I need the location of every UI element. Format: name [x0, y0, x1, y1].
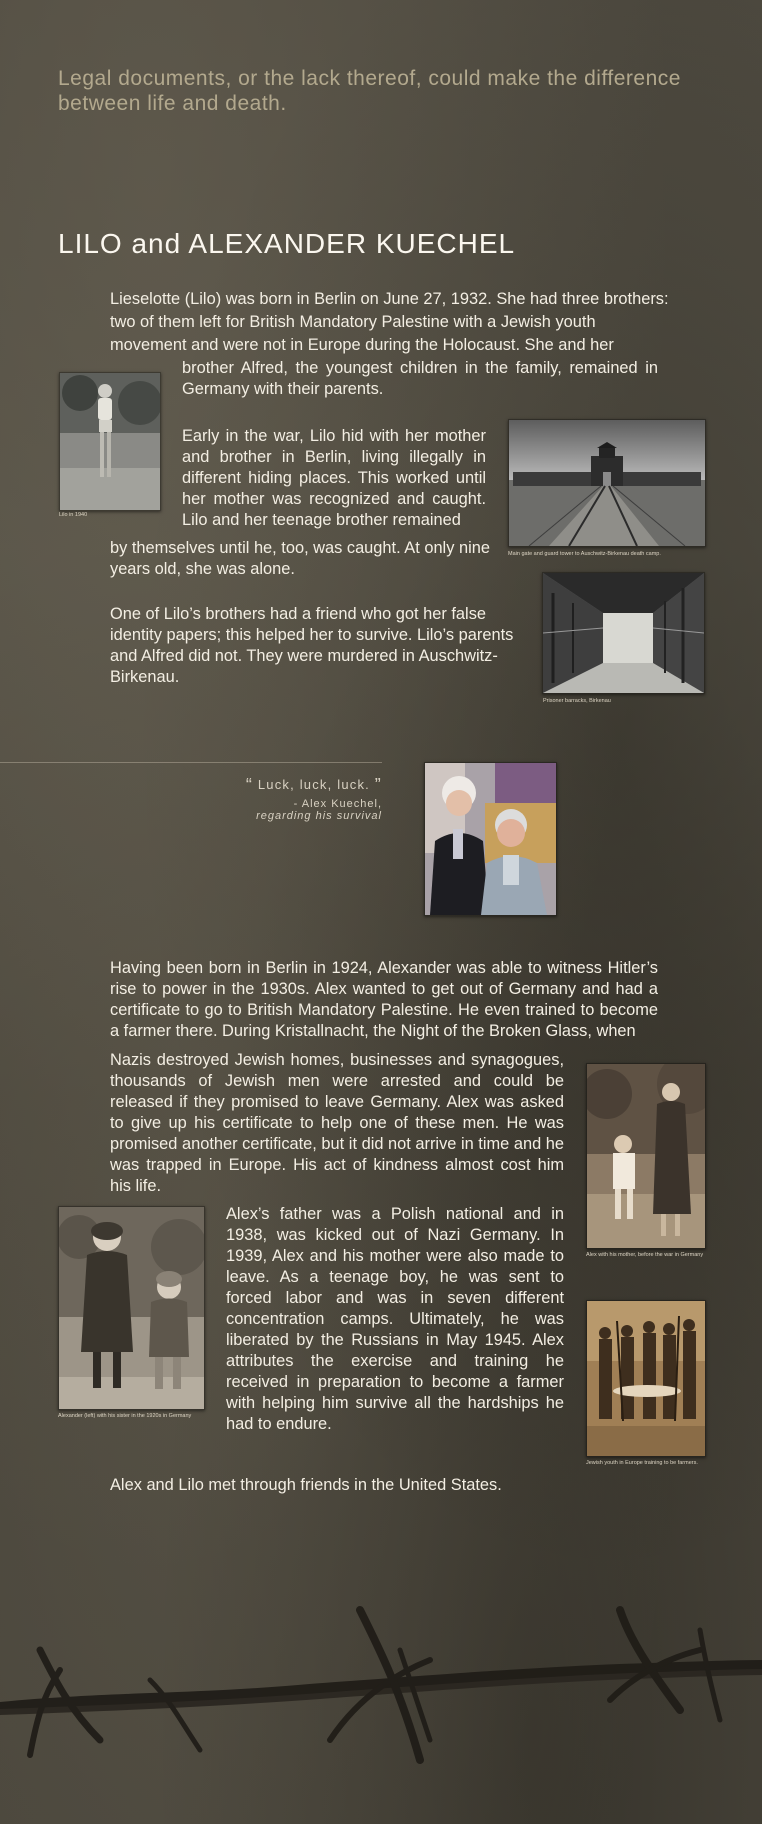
auschwitz-gate-photo: [508, 419, 706, 547]
lilo-paragraph-2-rest: by themselves until he, too, was caught. At only nine years old, she was alone.: [110, 539, 490, 578]
lilo-paragraph-1-line-3: movement and were not in Europe during the Holocaust. She and her: [110, 336, 614, 354]
lilo-1940-caption: Lilo in 1940: [59, 512, 88, 518]
lilo-paragraph-3: One of Lilo’s brothers had a friend who got her false identity papers; this helped her to survive. Lilo’s parents and Alfred did not. They were murdered in Auschwitz-Birkenau.: [110, 605, 514, 686]
lilo-paragraph-1-line-1: Lieselotte (Lilo) was born in Berlin on June 27, 1932. She had three brothers:: [110, 290, 669, 308]
quote-open-mark: “: [245, 775, 254, 795]
quote-block: [150, 775, 382, 822]
alex-paragraph-1-full: Having been born in Berlin in 1924, Alexander was able to witness Hitler’s rise to power in the 1930s. Alex wanted to get out of Germany and had a certificate to go to British Mandatory Palestine. He even trained to become a farmer there. During Kristallnacht, the Night of the Broken Glass, when: [110, 959, 658, 1040]
alex-with-mother-caption: Alex with his mother, before the war in Germany: [586, 1252, 704, 1258]
barracks-photo: [542, 572, 705, 694]
alex-with-sister-photo: [58, 1206, 205, 1410]
quote-divider: [0, 762, 382, 763]
auschwitz-caption: Main gate and guard tower to Auschwitz-Birkenau death camp.: [508, 551, 661, 557]
barbed-wire-graphic: [0, 1590, 762, 1770]
alex-paragraph-1-rest: Nazis destroyed Jewish homes, businesses and synagogues, thousands of Jewish men were arrested and could be released if they promised to leave Germany. Alex was asked to give up his certificate to help one of these men. He was promised another certificate, but it did not arrive in time and he was trapped in Europe. His act of kindness almost cost him his life.: [110, 1051, 564, 1195]
lilo-and-alex-photo: [424, 762, 557, 916]
quote-attribution: - Alex Kuechel,: [293, 798, 382, 810]
alex-with-sister-caption: Alexander (left) with his sister in the 1920s in Germany: [58, 1413, 192, 1419]
closing-line: Alex and Lilo met through friends in the United States.: [110, 1476, 502, 1494]
alex-paragraph-2: Alex’s father was a Polish national and in 1938, was kicked out of Nazi Germany. In 1939, Alex and his mother were also made to leave. As a teenage boy, he was sent to forced labor and was in seven different concentration camps. Ultimately, he was liberated by the Russians in May 1945. Alex attributes the exercise and training he received in preparation to become a farmer with helping him survive all the hardships he had to endure.: [226, 1205, 564, 1433]
quote-text: Luck, luck, luck.: [257, 777, 370, 792]
quote-close-mark: ”: [374, 775, 382, 795]
page-title: LILO and ALEXANDER KUECHEL: [58, 228, 516, 259]
lilo-1940-photo: [59, 372, 161, 511]
lilo-paragraph-1-rest: brother Alfred, the youngest children in the family, remained in Germany with their parents.: [182, 359, 658, 398]
jewish-youth-caption: Jewish youth in Europe training to be farmers.: [586, 1460, 698, 1466]
lilo-paragraph-2-wrap: Early in the war, Lilo hid with her mother and brother in Berlin, living illegally in different hiding places. This worked until her mother was recognized and caught. Lilo and her teenage brother remained: [182, 427, 486, 529]
barracks-caption: Prisoner barracks, Birkenau: [543, 698, 611, 704]
jewish-youth-photo: [586, 1300, 706, 1457]
quote-context: regarding his survival: [256, 810, 382, 822]
alex-with-mother-photo: [586, 1063, 706, 1249]
lilo-paragraph-1-line-2: two of them left for British Mandatory Palestine with a Jewish youth: [110, 313, 596, 331]
tagline: Legal documents, or the lack thereof, could make the difference between life and death.: [58, 67, 681, 115]
